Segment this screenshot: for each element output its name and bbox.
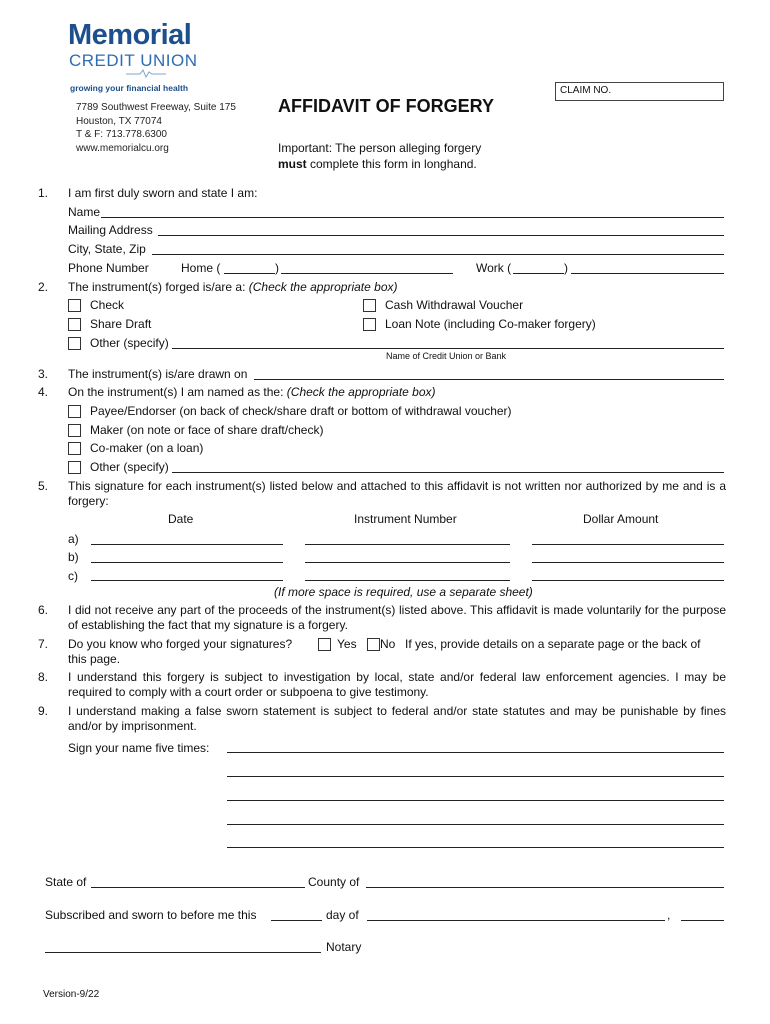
item-number: 1. bbox=[37, 186, 48, 200]
important-rest: complete this form in longhand. bbox=[306, 157, 477, 171]
home-phone-field[interactable] bbox=[281, 273, 453, 274]
maker-checkbox[interactable] bbox=[68, 424, 81, 437]
instrument-field-c[interactable] bbox=[305, 580, 510, 581]
address-street: 7789 Southwest Freeway, Suite 175 bbox=[76, 102, 236, 113]
column-header-date: Date bbox=[168, 512, 194, 526]
city-state-zip-field[interactable] bbox=[152, 254, 724, 255]
row-label: b) bbox=[68, 550, 79, 564]
other-role-label: Other (specify) bbox=[90, 460, 169, 474]
maker-label: Maker (on note or face of share draft/check) bbox=[90, 423, 324, 437]
item5-text: This signature for each instrument(s) listed below and attached to this affidavit is not written nor authorized by me and is a forgery: bbox=[68, 479, 726, 508]
work-paren-close: ) bbox=[564, 261, 568, 275]
home-area-code-field[interactable] bbox=[224, 273, 275, 274]
item1-text: I am first duly sworn and state I am: bbox=[68, 186, 258, 200]
row-label: a) bbox=[68, 532, 79, 546]
logo-subtitle: CREDIT UNION bbox=[69, 51, 198, 70]
important-line-2 bbox=[278, 156, 481, 172]
item7-details: If yes, provide details on a separate page or the back of bbox=[405, 637, 701, 651]
address-city: Houston, TX 77074 bbox=[76, 115, 162, 127]
instrument-field-b[interactable] bbox=[305, 562, 510, 563]
comaker-label: Co-maker (on a loan) bbox=[90, 441, 204, 455]
row-label: c) bbox=[68, 569, 78, 583]
payee-checkbox[interactable] bbox=[68, 405, 81, 418]
other-instrument-field[interactable] bbox=[172, 348, 724, 349]
check-label: Check bbox=[90, 298, 125, 312]
signature-field-5[interactable] bbox=[227, 847, 724, 848]
county-of-label: County of bbox=[308, 875, 360, 889]
amount-field-a[interactable] bbox=[532, 544, 724, 545]
state-of-field[interactable] bbox=[91, 887, 305, 888]
item-number: 8. bbox=[37, 670, 48, 684]
instrument-field-a[interactable] bbox=[305, 544, 510, 545]
comaker-checkbox[interactable] bbox=[68, 442, 81, 455]
day-of-label: day of bbox=[326, 908, 359, 922]
state-of-label: State of bbox=[45, 875, 87, 889]
drawn-on-field[interactable] bbox=[254, 379, 724, 380]
signature-field-3[interactable] bbox=[227, 800, 724, 801]
phone-number-label: Phone Number bbox=[68, 261, 149, 275]
other-role-field[interactable] bbox=[172, 472, 724, 473]
logo-tagline: growing your financial health bbox=[70, 83, 189, 93]
comma: , bbox=[667, 908, 671, 922]
logo-wordmark: Memorial bbox=[68, 19, 192, 51]
item-number: 9. bbox=[37, 704, 48, 718]
item-number: 2. bbox=[37, 280, 48, 294]
signature-field-1[interactable] bbox=[227, 752, 724, 753]
item2-note: (Check the appropriate box) bbox=[248, 280, 398, 294]
address-website[interactable]: www.memorialcu.org bbox=[76, 142, 169, 154]
claim-number-field[interactable] bbox=[555, 82, 724, 101]
column-header-amount: Dollar Amount bbox=[583, 512, 659, 526]
signature-field-4[interactable] bbox=[227, 824, 724, 825]
name-field[interactable] bbox=[101, 217, 724, 218]
work-phone-label: Work ( bbox=[476, 261, 512, 275]
payee-label: Payee/Endorser (on back of check/share draft or bottom of withdrawal voucher) bbox=[90, 404, 512, 418]
other-role-checkbox[interactable] bbox=[68, 461, 81, 474]
city-state-zip-label: City, State, Zip bbox=[68, 242, 146, 256]
important-notice bbox=[278, 140, 481, 172]
form-title: AFFIDAVIT OF FORGERY bbox=[278, 96, 494, 116]
other-instrument-label: Other (specify) bbox=[90, 336, 169, 350]
subscribed-label: Subscribed and sworn to before me this bbox=[45, 908, 257, 922]
item7-question: Do you know who forged your signatures? bbox=[68, 637, 293, 651]
work-phone-field[interactable] bbox=[571, 273, 724, 274]
sign-instruction: Sign your name five times: bbox=[68, 741, 210, 755]
home-paren-close: ) bbox=[275, 261, 279, 275]
date-field-b[interactable] bbox=[91, 562, 283, 563]
item6-text: I did not receive any part of the proceeds of the instrument(s) listed above. This affidavit is made voluntarily for the purpose of establishing the fact that my signature is a forgery. bbox=[68, 603, 726, 632]
loan-note-checkbox[interactable] bbox=[363, 318, 376, 331]
item-number: 6. bbox=[37, 603, 48, 617]
item4-text bbox=[68, 385, 436, 399]
no-label: No bbox=[380, 637, 396, 651]
item2-text bbox=[68, 280, 398, 294]
item4-note: (Check the appropriate box) bbox=[286, 385, 436, 399]
mailing-address-field[interactable] bbox=[158, 235, 724, 236]
yes-label: Yes bbox=[337, 637, 357, 651]
notary-signature-field[interactable] bbox=[45, 952, 321, 953]
cash-withdrawal-checkbox[interactable] bbox=[363, 299, 376, 312]
item8-text: I understand this forgery is subject to investigation by local, state and/or federal law enforcement agencies. I may be required to comply with a court order or subpoena to give testimony. bbox=[68, 670, 726, 699]
loan-note-label: Loan Note (including Co-maker forgery) bbox=[385, 317, 596, 331]
month-field[interactable] bbox=[367, 920, 665, 921]
county-of-field[interactable] bbox=[366, 887, 724, 888]
check-checkbox[interactable] bbox=[68, 299, 81, 312]
item-number: 7. bbox=[37, 637, 48, 651]
item2-question: The instrument(s) forged is/are a: bbox=[68, 280, 246, 294]
yes-checkbox[interactable] bbox=[318, 638, 331, 651]
other-instrument-checkbox[interactable] bbox=[68, 337, 81, 350]
column-header-instrument: Instrument Number bbox=[354, 512, 457, 526]
item-number: 3. bbox=[37, 367, 48, 381]
address-phone: T & F: 713.778.6300 bbox=[76, 129, 167, 140]
amount-field-b[interactable] bbox=[532, 562, 724, 563]
important-must: must bbox=[278, 157, 307, 171]
bank-caption: Name of Credit Union or Bank bbox=[386, 351, 507, 361]
signature-field-2[interactable] bbox=[227, 776, 724, 777]
important-line-1: Important: The person alleging forgery bbox=[278, 141, 482, 155]
no-checkbox[interactable] bbox=[367, 638, 380, 651]
item-number: 4. bbox=[37, 385, 48, 399]
item-number: 5. bbox=[37, 479, 48, 493]
work-area-code-field[interactable] bbox=[513, 273, 564, 274]
cash-withdrawal-label: Cash Withdrawal Voucher bbox=[385, 298, 524, 312]
notary-label: Notary bbox=[326, 940, 362, 954]
amount-field-c[interactable] bbox=[532, 580, 724, 581]
day-field[interactable] bbox=[271, 920, 322, 921]
credit-union-address bbox=[76, 101, 236, 155]
share-draft-label: Share Draft bbox=[90, 317, 152, 331]
home-phone-label: Home ( bbox=[181, 261, 221, 275]
year-field[interactable] bbox=[681, 920, 724, 921]
item3-text: The instrument(s) is/are drawn on bbox=[68, 367, 248, 381]
heartbeat-logo-icon bbox=[126, 68, 166, 78]
item4-question: On the instrument(s) I am named as the: bbox=[68, 385, 284, 399]
more-space-note: (If more space is required, use a separate sheet) bbox=[274, 585, 533, 599]
name-label: Name bbox=[68, 205, 101, 219]
mailing-address-label: Mailing Address bbox=[68, 223, 153, 237]
date-field-a[interactable] bbox=[91, 544, 283, 545]
date-field-c[interactable] bbox=[91, 580, 283, 581]
share-draft-checkbox[interactable] bbox=[68, 318, 81, 331]
version-label: Version-9/22 bbox=[43, 989, 100, 1000]
item7-details-cont: this page. bbox=[68, 652, 121, 666]
item9-text: I understand making a false sworn statement is subject to federal and/or state statutes and may be punishable by fines and/or by imprisonment. bbox=[68, 704, 726, 733]
claim-number-label: CLAIM NO. bbox=[560, 85, 612, 96]
